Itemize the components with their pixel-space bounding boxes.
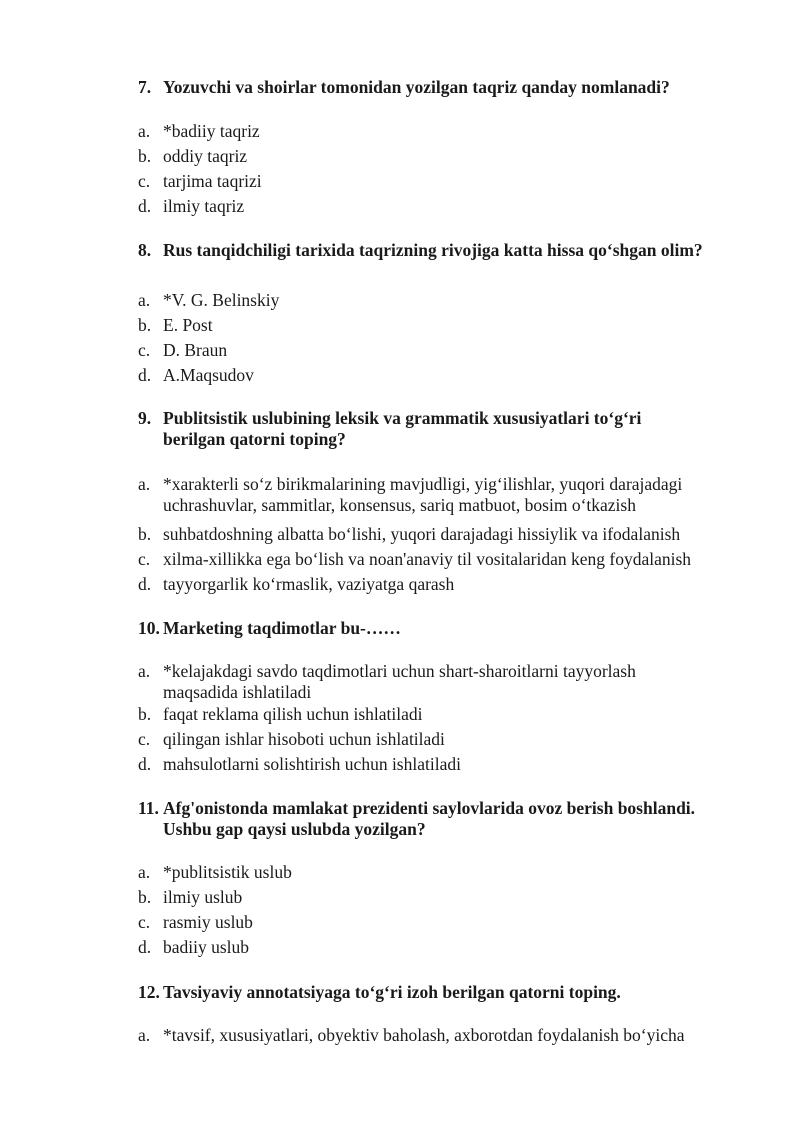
- option-text: faqat reklama qilish uchun ishlatiladi: [163, 704, 423, 724]
- option-letter: b.: [138, 887, 152, 907]
- option-text: A.Maqsudov: [163, 365, 254, 385]
- option-9a: [138, 474, 758, 516]
- option-text: qilingan ishlar hisoboti uchun ishlatiladi: [163, 729, 445, 749]
- option-text: *V. G. Belinskiy: [163, 290, 280, 310]
- question-text: Tavsiyaviy annotatsiyaga to‘g‘ri izoh berilgan qatorni toping.: [163, 982, 621, 1002]
- option-text: mahsulotlarni solishtirish uchun ishlatiladi: [163, 754, 461, 774]
- option-9c: [138, 549, 758, 570]
- option-letter: b.: [138, 524, 152, 544]
- option-11c: [138, 912, 758, 933]
- option-letter: d.: [138, 754, 152, 774]
- question-number: 11.: [138, 798, 159, 818]
- option-7a: [138, 121, 758, 142]
- option-letter: c.: [138, 729, 151, 749]
- option-letter: c.: [138, 171, 151, 191]
- option-text: badiiy uslub: [163, 937, 250, 957]
- question-8: [138, 240, 758, 261]
- question-text: Publitsistik uslubining leksik va grammatik xususiyatlari to‘g‘ri berilgan qatorni toping?: [163, 408, 642, 449]
- option-11b: [138, 887, 758, 908]
- option-text: ilmiy uslub: [163, 887, 243, 907]
- option-letter: b.: [138, 146, 152, 166]
- option-letter: a.: [138, 121, 151, 141]
- question-number: 9.: [138, 408, 152, 428]
- option-11d: [138, 937, 758, 958]
- option-letter: b.: [138, 315, 152, 335]
- question-12: [138, 982, 758, 1003]
- option-letter: d.: [138, 574, 152, 594]
- option-text: *xarakterli so‘z birikmalarining mavjudligi, yig‘ilishlar, yuqori darajadagi uchrashuvlar, sammitlar, konsensus, sariq matbuot, bosim o‘tkazish: [163, 474, 683, 515]
- option-text: tarjima taqrizi: [163, 171, 262, 191]
- question-text: Rus tanqidchiligi tarixida taqrizning rivojiga katta hissa qo‘shgan olim?: [163, 240, 703, 260]
- option-7b: [138, 146, 758, 167]
- option-letter: b.: [138, 704, 152, 724]
- option-10b: [138, 704, 758, 725]
- question-number: 8.: [138, 240, 152, 260]
- option-text: *tavsif, xususiyatlari, obyektiv baholash, axborotdan foydalanish bo‘yicha: [163, 1025, 685, 1045]
- question-text: Afg'onistonda mamlakat prezidenti saylovlarida ovoz berish boshlandi. Ushbu gap qaysi uslubda yozilgan?: [163, 798, 696, 839]
- option-11a: [138, 862, 758, 883]
- option-9b: [138, 524, 758, 545]
- option-letter: a.: [138, 474, 151, 494]
- option-8c: [138, 340, 758, 361]
- option-10c: [138, 729, 758, 750]
- question-text: Yozuvchi va shoirlar tomonidan yozilgan taqriz qanday nomlanadi?: [163, 77, 670, 97]
- option-text: rasmiy uslub: [163, 912, 253, 932]
- option-text: E. Post: [163, 315, 213, 335]
- option-letter: a.: [138, 862, 151, 882]
- question-7: [138, 77, 758, 98]
- option-12a: [138, 1025, 758, 1046]
- option-letter: a.: [138, 290, 151, 310]
- option-text: *kelajakdagi savdo taqdimotlari uchun shart-sharoitlarni tayyorlash maqsadida ishlatiladi: [163, 661, 636, 702]
- option-text: suhbatdoshning albatta bo‘lishi, yuqori darajadagi hissiylik va ifodalanish: [163, 524, 681, 544]
- option-8b: [138, 315, 758, 336]
- option-8a: [138, 290, 758, 311]
- question-number: 7.: [138, 77, 152, 97]
- question-number: 10.: [138, 618, 160, 638]
- option-letter: d.: [138, 365, 152, 385]
- option-7d: [138, 196, 758, 217]
- option-letter: c.: [138, 549, 151, 569]
- option-text: D. Braun: [163, 340, 228, 360]
- question-9: [138, 408, 698, 450]
- option-letter: a.: [138, 661, 151, 681]
- option-10d: [138, 754, 758, 775]
- option-text: oddiy taqriz: [163, 146, 248, 166]
- question-10: [138, 618, 758, 639]
- option-text: *badiiy taqriz: [163, 121, 260, 141]
- option-text: xilma-xillikka ega bo‘lish va noan'anaviy til vositalaridan keng foydalanish: [163, 549, 692, 569]
- question-number: 12.: [138, 982, 160, 1002]
- question-text: Marketing taqdimotlar bu-……: [163, 618, 401, 638]
- option-10a: [138, 661, 698, 703]
- option-text: tayyorgarlik ko‘rmaslik, vaziyatga qarash: [163, 574, 455, 594]
- option-letter: d.: [138, 937, 152, 957]
- option-letter: a.: [138, 1025, 151, 1045]
- option-letter: c.: [138, 912, 151, 932]
- option-letter: d.: [138, 196, 152, 216]
- option-letter: c.: [138, 340, 151, 360]
- option-text: ilmiy taqriz: [163, 196, 245, 216]
- option-text: *publitsistik uslub: [163, 862, 292, 882]
- option-9d: [138, 574, 758, 595]
- option-8d: [138, 365, 758, 386]
- option-7c: [138, 171, 758, 192]
- question-11: [138, 798, 748, 840]
